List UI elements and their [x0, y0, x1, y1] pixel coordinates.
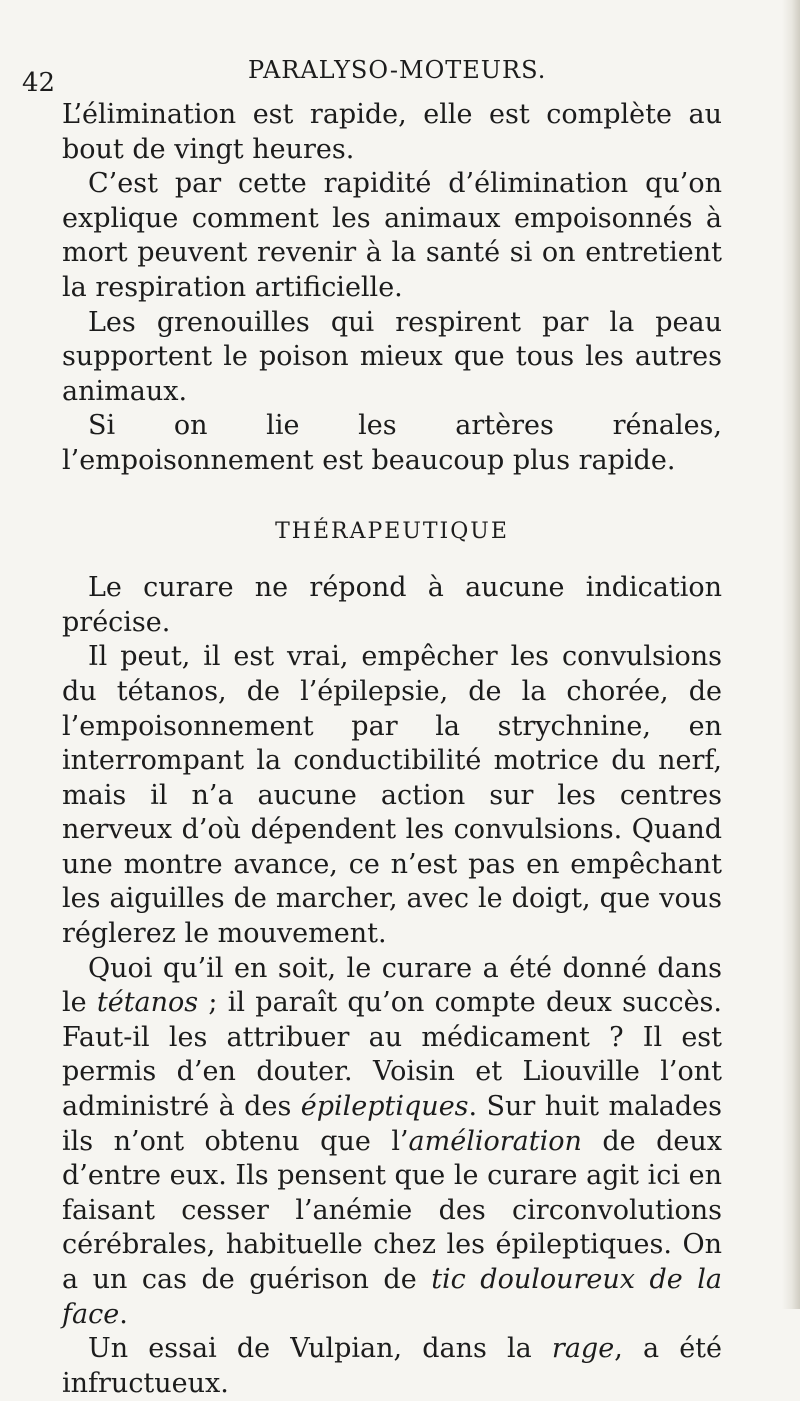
paragraph-grenouilles: Les grenouilles qui respirent par la peau supportent le poison mieux que tous les autres animaux.	[62, 306, 722, 407]
section-heading: THÉRAPEUTIQUE	[275, 518, 509, 544]
text-run: .	[119, 1298, 128, 1330]
text-run: Quoi qu’il en soit, le curare a été donné dans le	[62, 952, 722, 1019]
running-title: PARALYSO-MOTEURS.	[248, 56, 547, 84]
page-edge-shadow	[782, 0, 800, 1309]
text-run: ; il paraît qu’on compte deux succès. Faut-il les attribuer au médicament ? Il est permis d’en douter. Voisin et Liouville l’ont administré à des	[62, 987, 722, 1123]
italic-term: épileptiques	[300, 1091, 469, 1123]
text-run: , a été infructueux.	[62, 1333, 723, 1399]
text-run: Un essai de Vulpian, dans la	[88, 1333, 552, 1365]
italic-term: tétanos	[96, 987, 199, 1019]
paragraph-indication: Le curare ne répond à aucune indication précise.	[62, 572, 722, 638]
page-number: 42	[22, 68, 56, 98]
text-run: . Sur huit malades ils n’ont obtenu que l’	[62, 1091, 722, 1157]
paragraph-convulsions: Il peut, il est vrai, empêcher les convulsions du tétanos, de l’épilepsie, de la chorée, de l’empoisonnement par la strychnine, en interrompant la conductibilité motrice du nerf, mais il n’a aucune action sur les centres nerveux d’où dépendent les convulsions. Quand une montre avance, ce n’est pas en empêchant les aiguilles de marcher, avec le doigt, que vous réglerez le mouvement.	[62, 641, 722, 950]
text-run: de deux d’entre eux. Ils pensent que le curare agit ici en faisant cesser l’anémie des circonvolutions cérébrales, habituelle chez les épileptiques. On a un cas de guérison de	[62, 1125, 722, 1295]
paragraph-elimination: L’élimination est rapide, elle est complète au bout de vingt heures.	[62, 99, 722, 165]
paragraph-arteres: Si on lie les artères rénales, l’empoisonnement est beaucoup plus rapide.	[62, 410, 722, 476]
body-text	[62, 98, 722, 1401]
paragraph-vulpian	[62, 1332, 722, 1401]
italic-term: rage	[551, 1333, 615, 1365]
paragraph-tetanos	[62, 952, 722, 1333]
italic-term: amélioration	[408, 1125, 582, 1157]
paragraph-respiration: C’est par cette rapidité d’élimination qu’on explique comment les animaux empoisonnés à mort peuvent revenir à la santé si on entretient la respiration artificielle.	[62, 168, 722, 303]
italic-term: tic douloureux de la face	[62, 1264, 723, 1330]
